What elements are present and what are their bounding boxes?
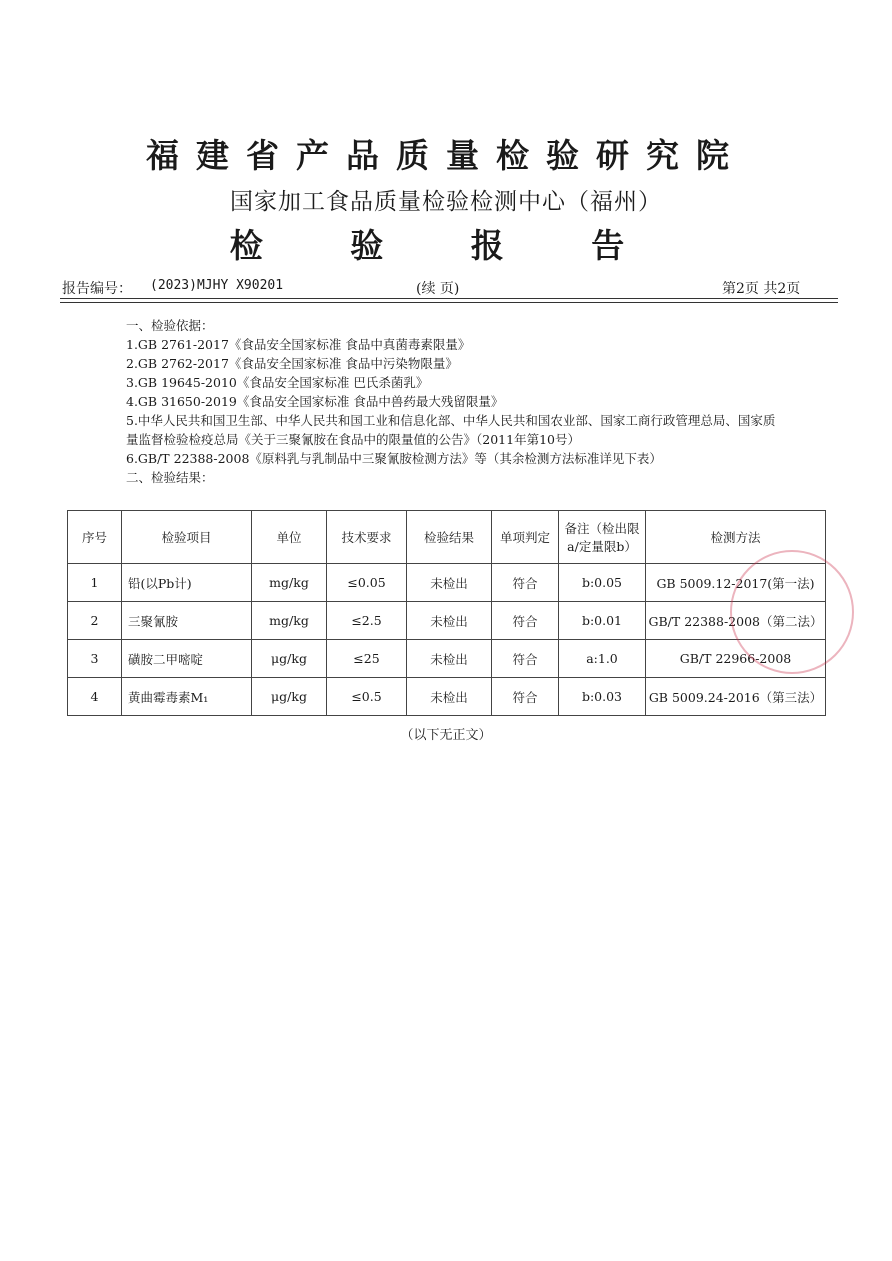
column-header: 单位 [252,511,327,564]
results-table [67,510,826,716]
cell-result: 未检出 [407,564,492,602]
cell-method: GB 5009.24-2016（第三法） [646,678,826,716]
cell-index: 2 [68,602,122,640]
column-header: 检测方法 [646,511,826,564]
table-row [68,564,826,602]
cell-result: 未检出 [407,640,492,678]
cell-judgement: 符合 [492,602,559,640]
cell-judgement: 符合 [492,678,559,716]
cell-unit: mg/kg [252,602,327,640]
column-header: 检验项目 [122,511,252,564]
results-heading: 二、检验结果： [126,470,214,485]
cell-method: GB/T 22966-2008 [646,640,826,678]
cell-judgement: 符合 [492,640,559,678]
cell-remark: b:0.05 [559,564,646,602]
cell-remark: b:0.01 [559,602,646,640]
table-row [68,640,826,678]
column-header: 单项判定 [492,511,559,564]
cell-judgement: 符合 [492,564,559,602]
cell-remark: a:1.0 [559,640,646,678]
cell-requirement: ≤0.05 [327,564,407,602]
cell-unit: μg/kg [252,678,327,716]
report-number-label: 报告编号： [62,281,132,297]
institute-name: 福建省产品质量检验研究院 [146,136,746,175]
report-number: (2023)MJHY X90201 [150,278,284,293]
column-header: 技术要求 [327,511,407,564]
table-row [68,678,826,716]
cell-requirement: ≤25 [327,640,407,678]
basis-heading: 一、检验依据： [126,318,214,333]
cell-item: 磺胺二甲嘧啶 [122,640,252,678]
basis-item: 3.GB 19645-2010《食品安全国家标准 巴氏杀菌乳》 [126,375,429,390]
document-title: 检 验 报 告 [229,226,663,265]
cell-index: 1 [68,564,122,602]
cell-requirement: ≤2.5 [327,602,407,640]
cell-method: GB 5009.12-2017(第一法) [646,564,826,602]
official-seal [730,550,854,674]
cell-unit: mg/kg [252,564,327,602]
continued-label: (续 页) [416,281,460,297]
table-row [68,602,826,640]
basis-item: 4.GB 31650-2019《食品安全国家标准 食品中兽药最大残留限量》 [126,394,504,409]
page-indicator: 第2页 共2页 [722,281,801,297]
basis-item: 5.中华人民共和国卫生部、中华人民共和国工业和信息化部、中华人民共和国农业部、国家工商行政管理总局、国家质量监督检验检疫总局《关于三聚氰胺在食品中的限量值的公告》（2011年第10号） [126,413,776,447]
column-header: 备注（检出限a/定量限b） [559,511,646,564]
cell-item: 三聚氰胺 [122,602,252,640]
end-note: （以下无正文） [400,728,492,743]
basis-section [126,316,786,487]
cell-remark: b:0.03 [559,678,646,716]
column-header: 序号 [68,511,122,564]
cell-result: 未检出 [407,602,492,640]
cell-index: 3 [68,640,122,678]
header-rule [60,298,838,299]
cell-index: 4 [68,678,122,716]
cell-requirement: ≤0.5 [327,678,407,716]
basis-item: 2.GB 2762-2017《食品安全国家标准 食品中污染物限量》 [126,356,458,371]
center-name: 国家加工食品质量检验检测中心（福州） [230,189,662,215]
basis-item: 1.GB 2761-2017《食品安全国家标准 食品中真菌毒素限量》 [126,337,471,352]
cell-unit: μg/kg [252,640,327,678]
basis-item: 6.GB/T 22388-2008《原料乳与乳制品中三聚氰胺检测方法》等（其余检测方法标准详见下表） [126,451,662,466]
cell-item: 铅(以Pb计) [122,564,252,602]
header-rule-thin [60,302,838,303]
cell-method: GB/T 22388-2008（第二法） [646,602,826,640]
table-header-row [68,511,826,564]
cell-result: 未检出 [407,678,492,716]
cell-item: 黄曲霉毒素M₁ [122,678,252,716]
column-header: 检验结果 [407,511,492,564]
